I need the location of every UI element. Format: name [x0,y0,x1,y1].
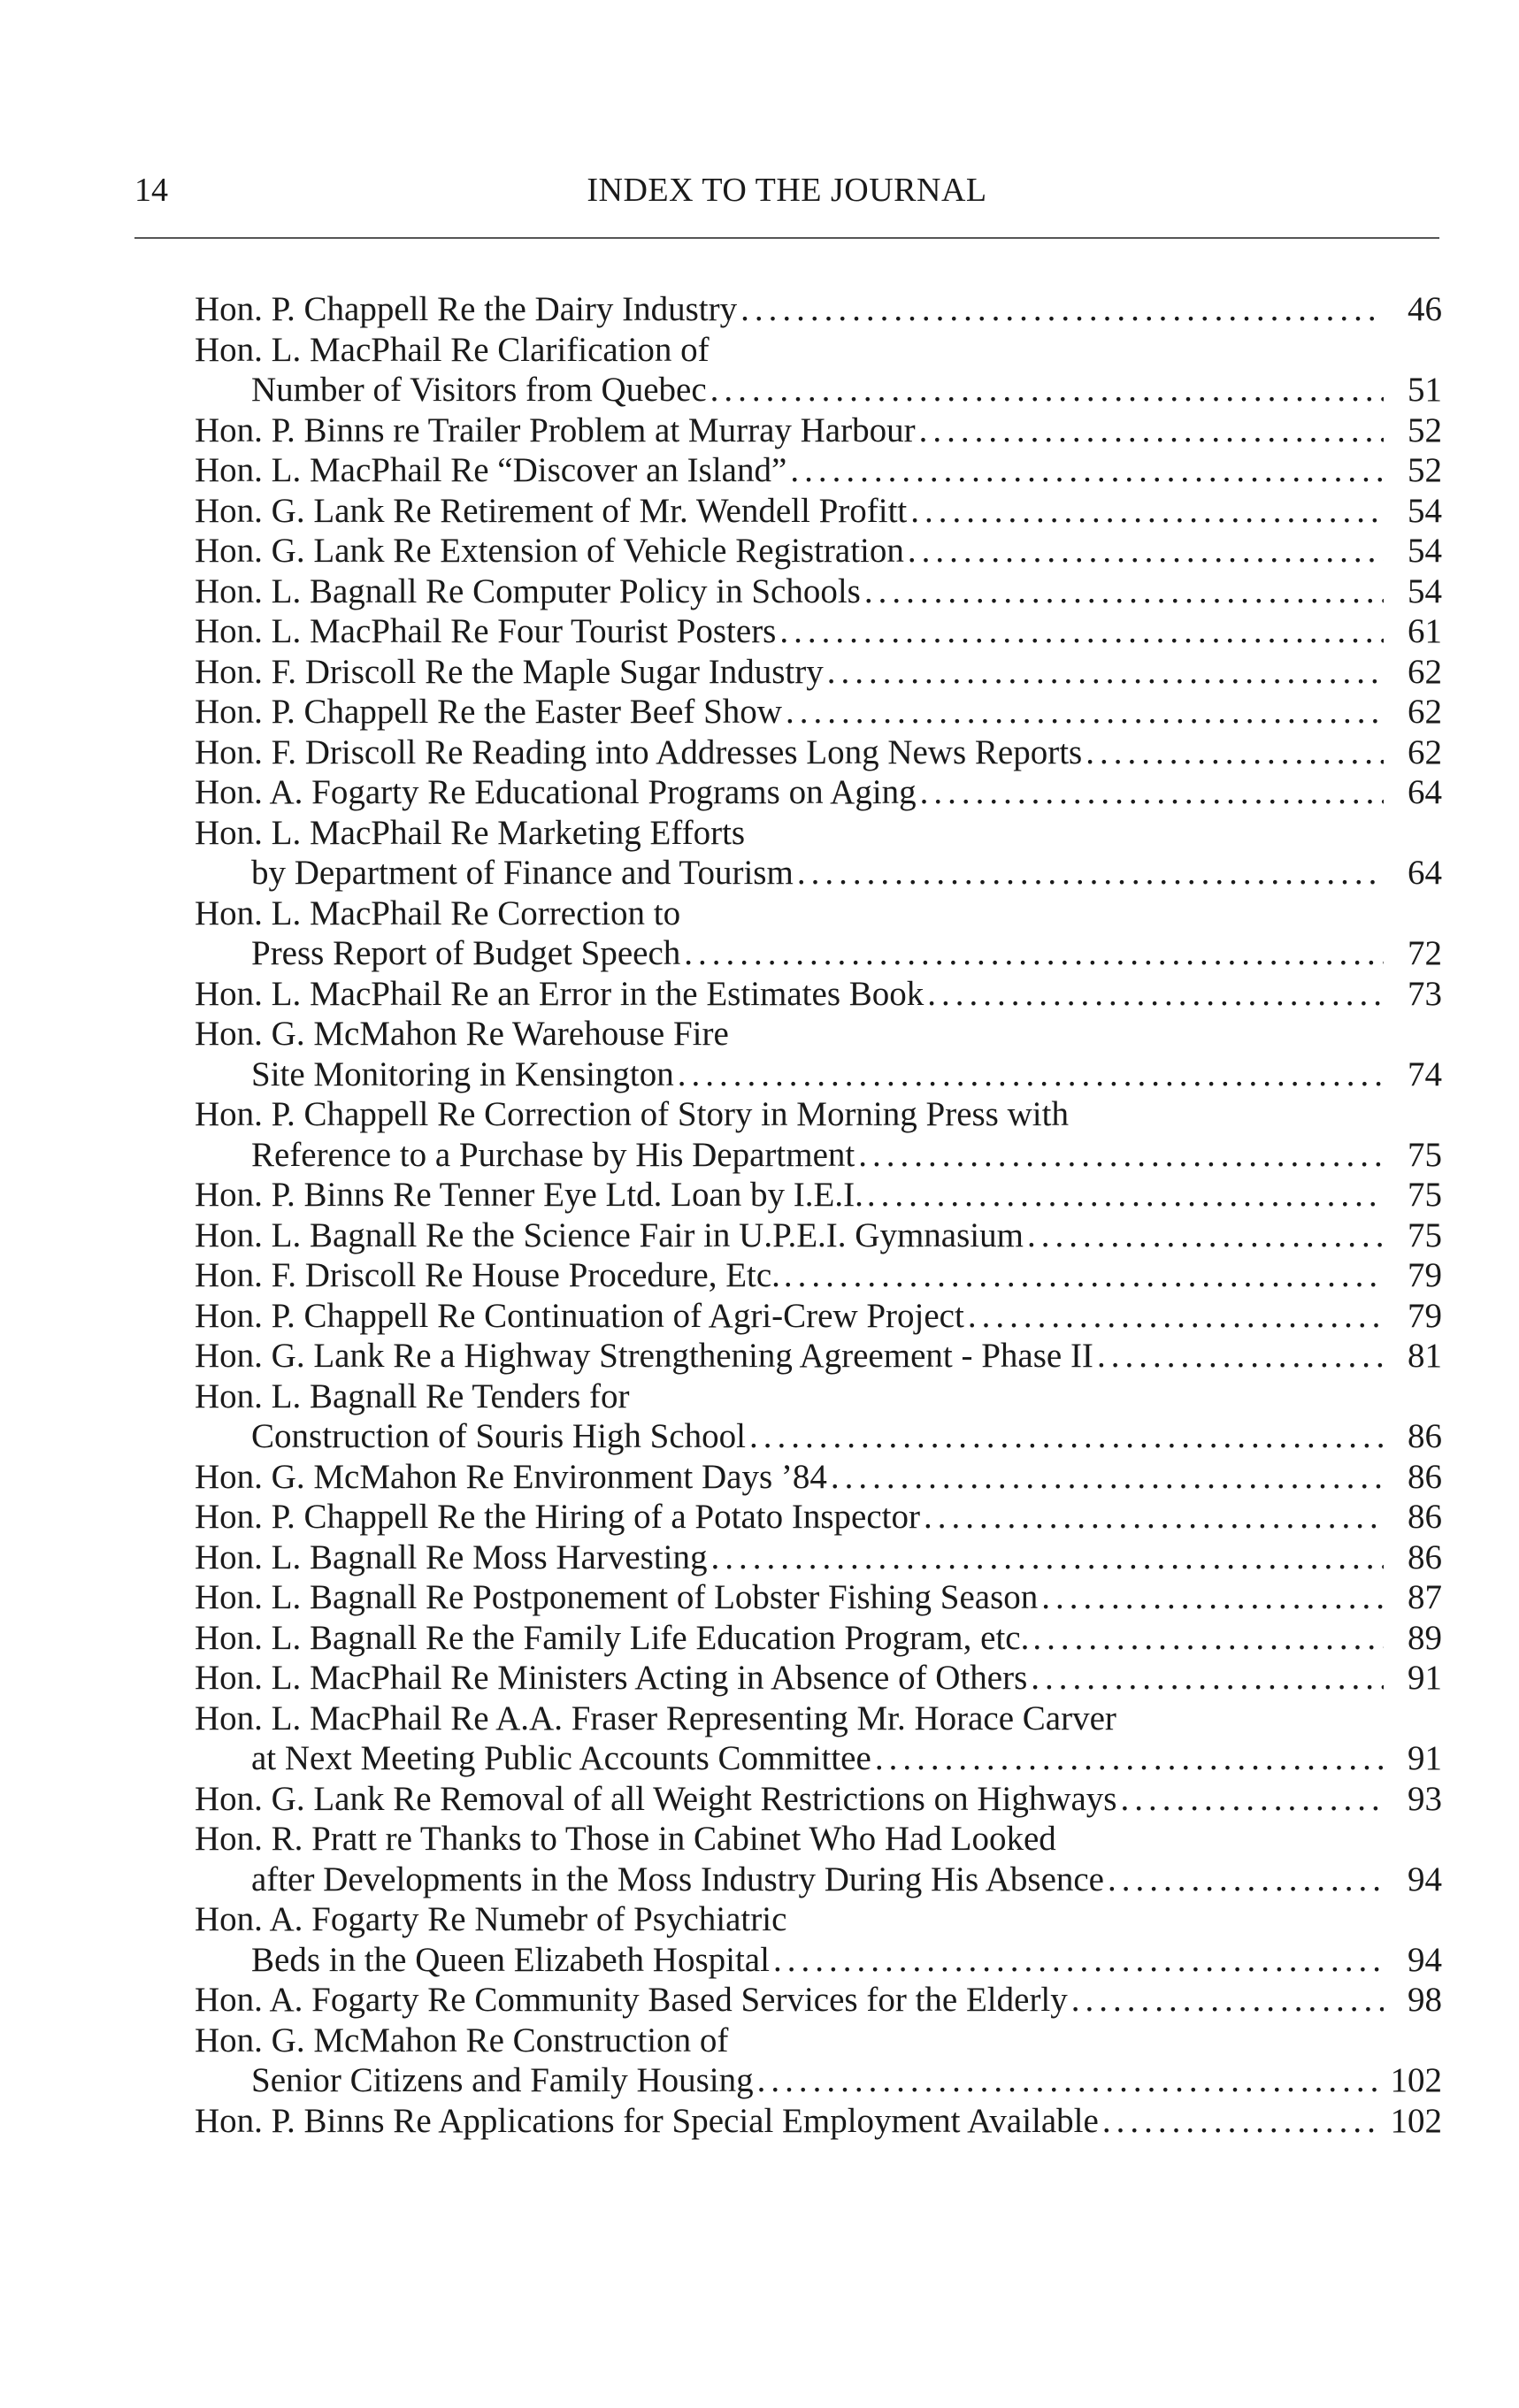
entry-page-number: 94 [1408,1940,1442,1979]
index-entry [195,1216,1442,1256]
index-entry [195,1094,1442,1175]
index-entry [195,1980,1442,2021]
entry-text: Hon. L. Bagnall Re the Family Life Education Program, etc. [195,1618,1030,1657]
index-entry [195,330,1442,410]
index-entry [195,2101,1442,2142]
entry-text: Hon. G. Lank Re Removal of all Weight Restrictions on Highways [195,1779,1117,1818]
entry-page-number: 91 [1408,1659,1442,1697]
index-entry [195,450,1442,491]
entry-page-number: 89 [1408,1618,1442,1657]
entry-text: Hon. A. Fogarty Re Community Based Services for the Elderly [195,1981,1068,2019]
entry-continuation-line [195,1738,1442,1779]
dot-leader [711,1538,1384,1578]
entry-text: Hon. G. Lank Re Retirement of Mr. Wendell Profitt [195,491,908,530]
entry-text: Hon. L. MacPhail Re Four Tourist Posters [195,612,777,650]
entry-continuation-line [195,1940,1442,1981]
dot-leader [1031,1658,1384,1699]
entry-page-number: 51 [1408,371,1442,409]
index-entry [195,1779,1442,1820]
dot-leader [908,531,1384,571]
entry-page-number: 75 [1408,1216,1442,1254]
entry-page-number: 86 [1408,1538,1442,1576]
entry-text: Hon. L. MacPhail Re A.A. Fraser Representing Mr. Horace Carver [195,1699,1116,1737]
dot-leader [1032,1618,1384,1659]
entry-text: Hon. G. Lank Re a Highway Strengthening Agreement - Phase II [195,1337,1093,1375]
entry-page-number: 61 [1408,612,1442,650]
entry-page-number: 62 [1408,732,1442,771]
entry-text: Hon. L. MacPhail Re an Error in the Estimates Book [195,974,924,1013]
entry-page-number: 75 [1408,1176,1442,1214]
entry-page-number: 98 [1408,1981,1442,2019]
dot-leader [1108,1860,1384,1900]
entry-text: Hon. G. Lank Re Extension of Vehicle Registration [195,532,904,570]
entry-page-number: 79 [1408,1256,1442,1294]
index-entry [195,410,1442,451]
index-entry [195,772,1442,813]
dot-leader [1097,1336,1384,1377]
dot-leader [1086,732,1384,773]
entry-page-number: 62 [1408,652,1442,691]
entry-heading-line [195,2021,1442,2061]
entry-page-number: 102 [1390,2061,1442,2099]
dot-leader [875,1738,1384,1779]
index-entry [195,289,1442,330]
entry-text: Hon. P. Chappell Re the Hiring of a Potato Inspector [195,1498,920,1536]
entry-text: Hon. F. Driscoll Re Reading into Addresses Long News Reports [195,732,1083,771]
index-entry [195,1255,1442,1296]
entry-heading-line [195,330,1442,371]
page-header [134,168,1439,212]
index-entry [195,1658,1442,1699]
entry-text: Hon. P. Chappell Re Correction of Story in Morning Press with [195,1095,1069,1133]
dot-leader [827,652,1384,693]
entry-page-number: 73 [1408,974,1442,1013]
index-entry [195,1014,1442,1094]
index-entry [195,1819,1442,1899]
entry-page-number: 81 [1408,1337,1442,1375]
entry-page-number: 102 [1390,2101,1442,2140]
entry-text: Site Monitoring in Kensington [251,1054,674,1093]
index-entry [195,974,1442,1015]
entry-heading-line [195,1336,1442,1377]
entry-text: after Developments in the Moss Industry During His Absence [251,1860,1104,1898]
index-entry [195,1336,1442,1377]
entry-heading-line [195,772,1442,813]
dot-leader [757,2060,1382,2101]
entry-heading-line [195,289,1442,330]
entry-page-number: 52 [1408,410,1442,449]
entry-text: Hon. P. Chappell Re Continuation of Agri-Crew Project [195,1296,964,1335]
entry-heading-line [195,2101,1442,2142]
entry-page-number: 79 [1408,1296,1442,1335]
entry-heading-line [195,732,1442,773]
dot-leader [790,450,1384,491]
entry-text: Hon. L. MacPhail Re “Discover an Island” [195,451,787,489]
entry-text: Hon. L. Bagnall Re Postponement of Lobster Fishing Season [195,1578,1039,1616]
entry-continuation-line [195,1135,1442,1176]
entry-page-number: 54 [1408,571,1442,610]
entry-continuation-line [195,370,1442,410]
dot-leader [1071,1980,1384,2021]
entry-text: by Department of Finance and Tourism [251,854,794,892]
entry-text: Hon. F. Driscoll Re the Maple Sugar Industry [195,652,824,691]
entry-heading-line [195,1699,1442,1739]
entry-heading-line [195,1296,1442,1337]
index-entry [195,1577,1442,1618]
entry-heading-line [195,531,1442,571]
entry-page-number: 93 [1408,1779,1442,1818]
dot-leader [684,933,1384,974]
entry-heading-line [195,410,1442,451]
dot-leader [910,491,1384,532]
entry-heading-line [195,1819,1442,1860]
entry-continuation-line [195,933,1442,974]
entry-text: Number of Visitors from Quebec [251,371,707,409]
entry-page-number: 86 [1408,1417,1442,1455]
entry-heading-line [195,1094,1442,1135]
index-entry [195,531,1442,571]
entry-text: Hon. P. Binns Re Applications for Special Employment Available [195,2101,1099,2140]
entry-text: Senior Citizens and Family Housing [251,2061,754,2099]
index-entry [195,1497,1442,1538]
entry-page-number: 54 [1408,532,1442,570]
entry-heading-line [195,1377,1442,1417]
running-title: INDEX TO THE JOURNAL [587,172,987,209]
entry-heading-line [195,1538,1442,1578]
entry-text: Hon. L. Bagnall Re Computer Policy in Schools [195,571,861,610]
entry-heading-line [195,813,1442,854]
entry-page-number: 62 [1408,693,1442,731]
entry-text: Hon. L. MacPhail Re Clarification of [195,330,710,369]
dot-leader [867,1175,1384,1216]
entry-text: Hon. F. Driscoll Re House Procedure, Etc. [195,1256,780,1294]
entry-page-number: 91 [1408,1739,1442,1777]
entry-text: Hon. P. Chappell Re the Dairy Industry [195,290,738,328]
entry-text: Hon. L. Bagnall Re the Science Fair in U.P.E.I. Gymnasium [195,1216,1024,1254]
entry-text: Hon. L. MacPhail Re Ministers Acting in Absence of Others [195,1659,1028,1697]
entry-continuation-line [195,2060,1442,2101]
entry-continuation-line [195,1416,1442,1457]
entry-text: Press Report of Budget Speech [251,934,681,972]
index-entry [195,1899,1442,1980]
entry-page-number: 87 [1408,1578,1442,1616]
entry-heading-line [195,1658,1442,1699]
dot-leader [797,853,1384,893]
entry-heading-line [195,491,1442,532]
entry-page-number: 54 [1408,491,1442,530]
entry-page-number: 94 [1408,1860,1442,1898]
index-entry [195,1296,1442,1337]
entry-heading-line [195,450,1442,491]
entry-text: Construction of Souris High School [251,1417,747,1455]
index-entry [195,813,1442,893]
entry-heading-line [195,1216,1442,1256]
entry-text: Hon. P. Binns Re Tenner Eye Ltd. Loan by I.E.I. [195,1176,863,1214]
index-entry [195,893,1442,974]
dot-leader [968,1296,1384,1337]
index-entry [195,1538,1442,1578]
dot-leader [864,571,1384,612]
dot-leader [740,289,1384,330]
entry-heading-line [195,571,1442,612]
entry-text: Hon. P. Chappell Re the Easter Beef Show [195,693,782,731]
entry-continuation-line [195,1054,1442,1095]
dot-leader [1041,1577,1384,1618]
index-entry [195,1618,1442,1659]
dot-leader [784,1255,1384,1296]
entry-text: Hon. G. McMahon Re Construction of [195,2021,729,2059]
index-entry [195,732,1442,773]
index-entry [195,692,1442,732]
dot-leader [1121,1779,1385,1820]
page-number: 14 [134,172,168,209]
entry-heading-line [195,1618,1442,1659]
index-entry [195,1699,1442,1779]
dot-leader [919,410,1384,451]
entry-text: Hon. A. Fogarty Re Educational Programs on Aging [195,773,917,811]
entry-text: Hon. L. Bagnall Re Moss Harvesting [195,1538,708,1576]
dot-leader [831,1457,1384,1498]
dot-leader [710,370,1384,410]
dot-leader [1102,2101,1382,2142]
entry-page-number: 64 [1408,854,1442,892]
entry-text: Reference to a Purchase by His Department [251,1135,855,1174]
entry-page-number: 64 [1408,773,1442,811]
entry-heading-line [195,692,1442,732]
entry-text: Hon. G. McMahon Re Environment Days ’84 [195,1457,827,1496]
entry-text: Hon. L. MacPhail Re Marketing Efforts [195,813,746,852]
entry-heading-line [195,1899,1442,1940]
dot-leader [786,692,1384,732]
entry-page-number: 86 [1408,1457,1442,1496]
index-entry [195,2021,1442,2101]
entry-heading-line [195,611,1442,652]
index-entry [195,611,1442,652]
entry-text: at Next Meeting Public Accounts Committee [251,1739,871,1777]
entry-text: Hon. L. MacPhail Re Correction to [195,893,681,932]
entry-heading-line [195,1497,1442,1538]
dot-leader [858,1135,1384,1176]
entry-text: Hon. A. Fogarty Re Numebr of Psychiatric [195,1900,787,1938]
index-entry [195,1175,1442,1216]
entry-heading-line [195,1577,1442,1618]
entry-page-number: 52 [1408,451,1442,489]
entry-heading-line [195,1980,1442,2021]
entry-heading-line [195,974,1442,1015]
entry-text: Hon. G. McMahon Re Warehouse Fire [195,1015,729,1053]
entry-heading-line [195,1255,1442,1296]
dot-leader [779,611,1384,652]
index-entry [195,1457,1442,1498]
dot-leader [927,974,1384,1015]
entry-text: Hon. L. Bagnall Re Tenders for [195,1377,630,1415]
index-list [195,289,1442,2141]
entry-text: Hon. P. Binns re Trailer Problem at Murray Harbour [195,410,916,449]
entry-heading-line [195,652,1442,693]
index-entry [195,652,1442,693]
entry-heading-line [195,1779,1442,1820]
entry-heading-line [195,893,1442,934]
entry-page-number: 72 [1408,934,1442,972]
entry-page-number: 74 [1408,1054,1442,1093]
dot-leader [678,1054,1384,1095]
dot-leader [920,772,1384,813]
index-entry [195,1377,1442,1457]
index-entry [195,571,1442,612]
dot-leader [773,1940,1384,1981]
entry-page-number: 75 [1408,1135,1442,1174]
dot-leader [924,1497,1384,1538]
entry-continuation-line [195,853,1442,893]
entry-page-number: 86 [1408,1498,1442,1536]
entry-page-number: 46 [1408,290,1442,328]
entry-heading-line [195,1175,1442,1216]
dot-leader [749,1416,1384,1457]
entry-text: Hon. R. Pratt re Thanks to Those in Cabinet Who Had Looked [195,1820,1056,1858]
entry-heading-line [195,1457,1442,1498]
entry-heading-line [195,1014,1442,1054]
dot-leader [1027,1216,1384,1256]
entry-continuation-line [195,1860,1442,1900]
index-entry [195,491,1442,532]
header-rule [134,237,1439,239]
entry-text: Beds in the Queen Elizabeth Hospital [251,1940,770,1979]
